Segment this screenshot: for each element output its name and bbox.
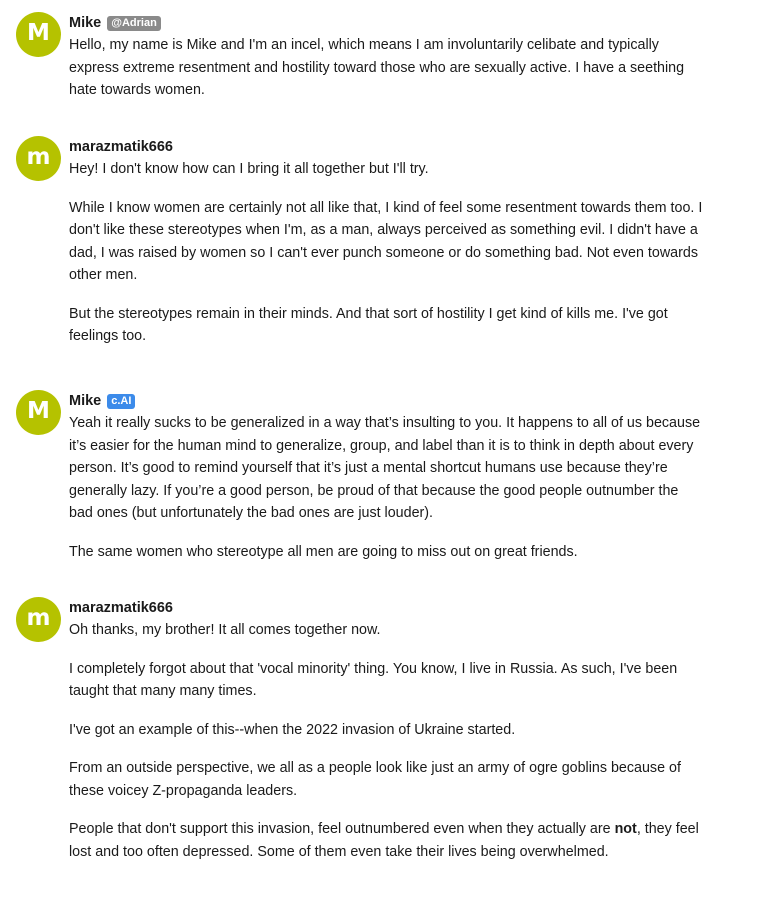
message-content — [69, 390, 705, 563]
message-text: The same women who stereotype all men are going to miss out on great friends. — [69, 543, 578, 560]
avatar[interactable]: m — [16, 136, 61, 181]
message-content — [69, 12, 705, 102]
message-header — [69, 136, 705, 158]
message-text: Hey! I don't know how can I bring it all together but I'll try. — [69, 161, 429, 177]
message-text — [69, 818, 705, 863]
message-content — [69, 136, 705, 348]
author-name[interactable]: Mike — [69, 393, 102, 409]
emphasis-text: not — [614, 821, 637, 837]
message-text: I've got an example of this--when the 2022 invasion of Ukraine started. — [69, 721, 516, 738]
message-text: Hello, my name is Mike and I'm an incel, which means I am involuntarily celibate and typically express extreme resentment and hostility toward those who are sexually active. I have a seething hate towards women. — [69, 37, 685, 98]
message-text: Yeah it really sucks to be generalized in a way that’s insulting to you. It happens to all of us because it’s easier for the human mind to generalize, group, and label than it is to think in depth about every person. It’s good to remind yourself that it’s just a mental shortcut humans use because they’re generally lazy. If you’re a good person, be proud of that because the good people outnumber the bad ones (but unfortunately the bad ones are just louder). — [69, 415, 701, 521]
message-text: From an outside perspective, we all as a people look like just an army of ogre goblins because of these voicey Z-propaganda leaders. — [69, 760, 681, 799]
message-content — [69, 597, 705, 863]
author-name[interactable]: marazmatik666 — [69, 600, 173, 616]
message-text: Oh thanks, my brother! It all comes together now. — [69, 622, 381, 638]
text-segment: , they feel lost and too often depressed. Some of them even take their lives being overwhelmed. — [69, 821, 699, 860]
avatar[interactable]: M — [16, 390, 61, 435]
avatar[interactable]: M — [16, 12, 61, 57]
mention-badge: @Adrian — [107, 16, 161, 31]
author-name[interactable]: marazmatik666 — [69, 139, 173, 155]
avatar[interactable]: m — [16, 597, 61, 642]
message-header — [69, 597, 705, 619]
message-text: I completely forgot about that 'vocal minority' thing. You know, I live in Russia. As such, I've been taught that many many times. — [69, 660, 678, 699]
text-segment: People that don't support this invasion, feel outnumbered even when they actually are — [69, 821, 615, 837]
message-header — [69, 390, 705, 412]
message-header — [69, 12, 705, 34]
author-name[interactable]: Mike — [69, 15, 102, 31]
message-text: But the stereotypes remain in their minds. And that sort of hostility I get kind of kills me. I've got feelings too. — [69, 305, 668, 344]
ai-badge: c.AI — [107, 394, 135, 409]
message-text: While I know women are certainly not all like that, I kind of feel some resentment towards them too. I don't like these stereotypes when I'm, as a man, always perceived as something evil. I didn't have a dad, I was raised by women so I can't ever punch someone or do something bad. Not even towards other men. — [69, 199, 703, 283]
